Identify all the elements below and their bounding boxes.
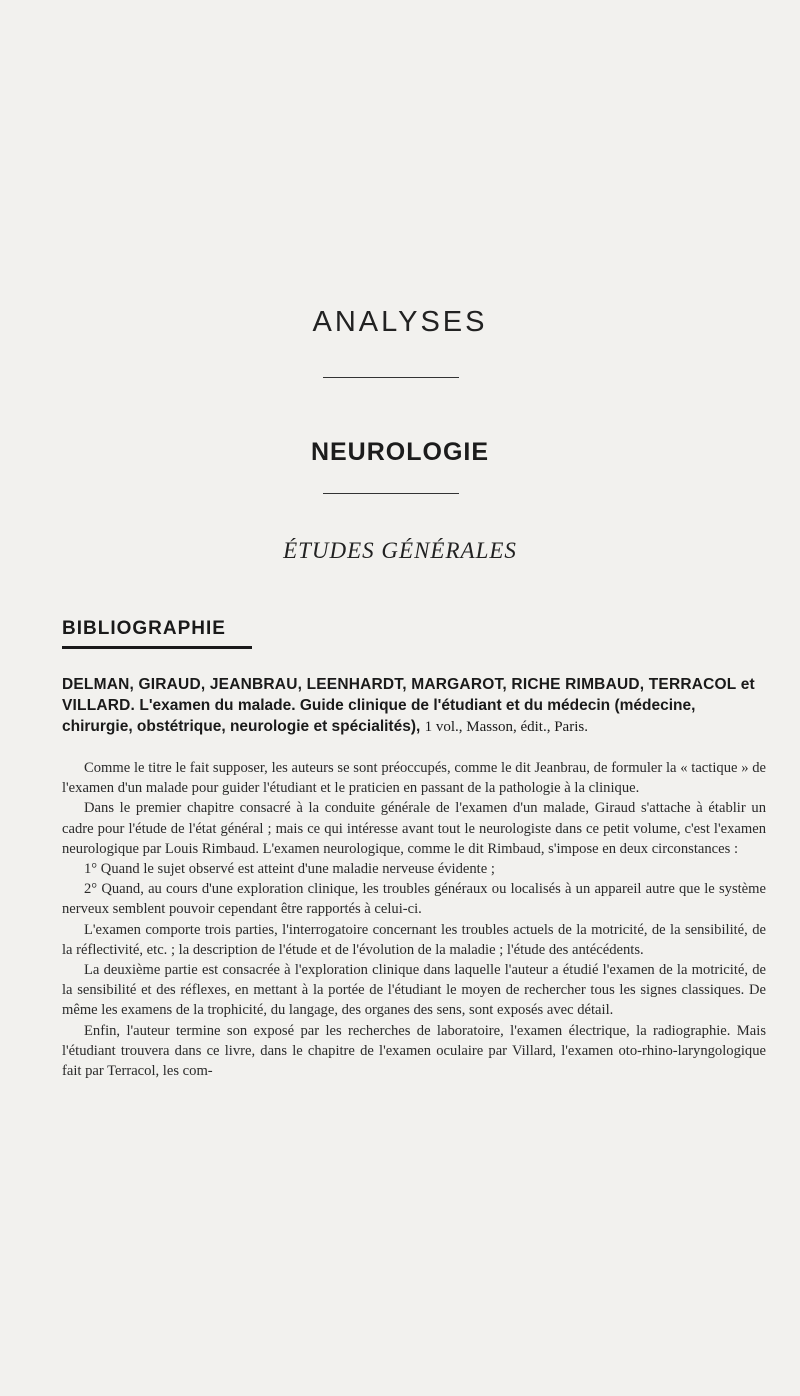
bibliographic-reference bbox=[62, 674, 766, 738]
reference-title: L'examen du malade. Guide clinique de l'étudiant et du médecin (médecine, chirurgie, obstétrique, neurologie et spécialités), bbox=[62, 697, 696, 735]
section-title: NEUROLOGIE bbox=[310, 438, 490, 466]
section-divider bbox=[323, 493, 459, 494]
list-item: 1° Quand le sujet observé est atteint d'une maladie nerveuse évidente ; bbox=[84, 861, 495, 878]
paragraph: La deuxième partie est consacrée à l'exploration clinique dans laquelle l'auteur a étudié l'examen de la motricité, de la sensibilité et des réflexes, en mettant à la portée de l'étudiant le moyen de rechercher tous les signes classiques. De même les examens de la trophicité, du langage, des organes des sens, sont exposés avec détail. bbox=[62, 962, 766, 1019]
page-title: ANALYSES bbox=[312, 306, 488, 338]
subsection-title: ÉTUDES GÉNÉRALES bbox=[283, 538, 517, 563]
reference-authors: DELMAN, GIRAUD, JEANBRAU, LEENHARDT, MARGAROT, RICHE RIMBAUD, TERRACOL et VILLARD. bbox=[62, 676, 755, 714]
paragraph: Dans le premier chapitre consacré à la conduite générale de l'examen d'un malade, Giraud s'attache à établir un cadre pour l'étude de l'état général ; mais ce qui intéresse avant tout le neurologiste dans ce petit volume, c'est l'examen neurologique par Louis Rimbaud. L'examen neurologique, comme le dit Rimbaud, s'impose en deux circonstances : bbox=[62, 800, 766, 857]
bibliography-underline bbox=[62, 646, 252, 649]
list-item: 2° Quand, au cours d'une exploration clinique, les troubles généraux ou localisés à un appareil autre que le système nerveux semblent pouvoir cependant être rapportés à celui-ci. bbox=[62, 881, 766, 918]
reference-publication: 1 vol., Masson, édit., Paris. bbox=[424, 719, 588, 735]
paragraph: Enfin, l'auteur termine son exposé par les recherches de laboratoire, l'examen électrique, la radiographie. Mais l'étudiant trouvera dans ce livre, dans le chapitre de l'examen oculaire par Villard, l'examen oto-rhino-laryngologique fait par Terracol, les com- bbox=[62, 1022, 766, 1080]
paragraph: L'examen comporte trois parties, l'interrogatoire concernant les troubles actuels de la motricité, de la sensibilité, de la réflectivité, etc. ; la description de l'étude et de l'évolution de la maladie ; l'étude des antécédents. bbox=[62, 921, 766, 958]
title-divider bbox=[323, 377, 459, 378]
bibliography-heading: BIBLIOGRAPHIE bbox=[62, 618, 226, 639]
review-body bbox=[62, 758, 766, 1081]
paragraph: Comme le titre le fait supposer, les auteurs se sont préoccupés, comme le dit Jeanbrau, de formuler la « tactique » de l'examen d'un malade pour guider l'étudiant et le praticien en passant de la pathologie à la clinique. bbox=[62, 760, 766, 797]
